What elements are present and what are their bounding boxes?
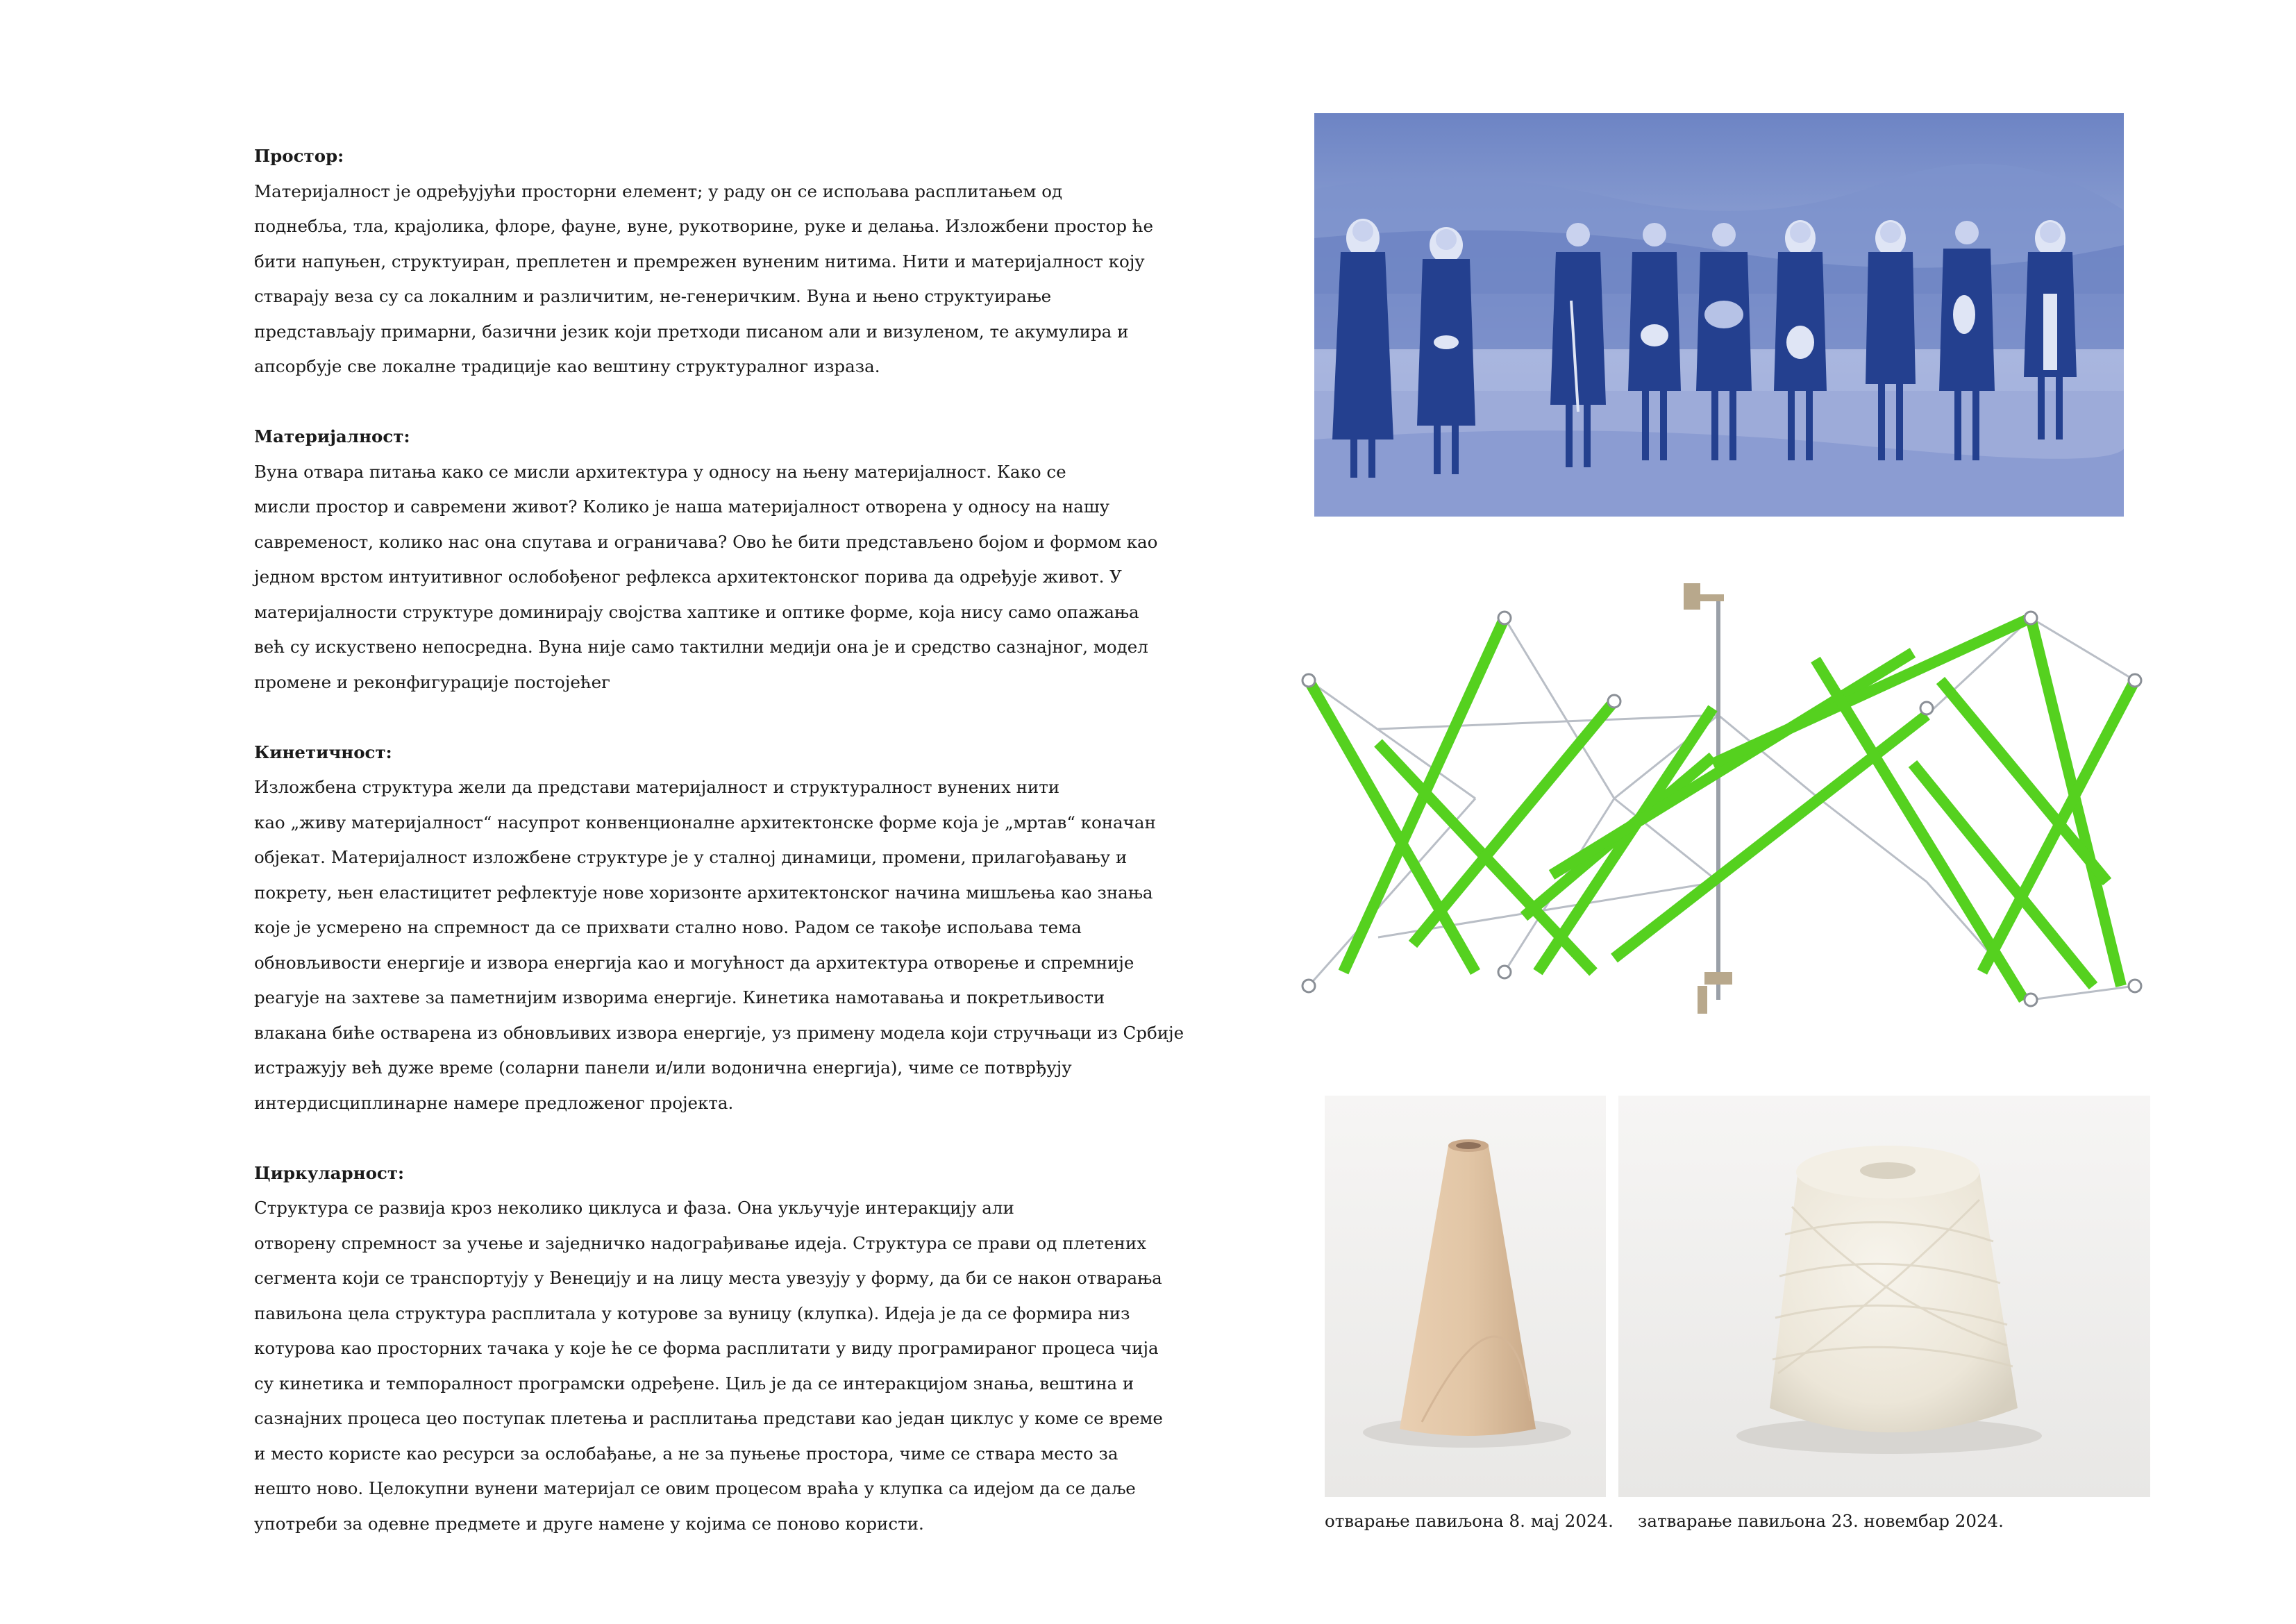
section-body <box>178 770 1184 1121</box>
section-circularity <box>178 1156 1163 1542</box>
empty-cone <box>1325 1096 1606 1497</box>
section-body <box>178 174 1154 385</box>
section-kinetics <box>178 735 1184 1121</box>
text-line: апсорбује све локалне традиције као вештину структуралног израза. <box>254 356 880 376</box>
text-line: обновљивости енергије и извора енергија као и могућност да архитектура отворење и спремније <box>254 952 1134 973</box>
section-materiality <box>178 419 1158 700</box>
text-line: отворену спремност за учење и заједничко надограђивање идеја. Структура се прави од плетених <box>254 1232 1147 1253</box>
section-heading: Простор: <box>254 146 344 166</box>
text-line: влакана биће остварена из обновљивих извора енергије, уз примену модела који стручњаци из Србије <box>254 1022 1184 1043</box>
text-line: нешто ново. Целокупни вунени материјал се овим процесом враћа у клупка са идејом да се даље <box>254 1478 1136 1498</box>
caption-closing: затварање павиљона 23. новембар 2024. <box>1638 1511 2004 1531</box>
section-body <box>178 1191 1163 1541</box>
text-line: промене и реконфигурације постојећег <box>254 671 610 692</box>
text-line: објекат. Материјалност изложбене структуре је у сталној динамици, промени, прилагођавању и <box>254 847 1128 867</box>
text-line: сегмента који се транспортују у Венецију и на лицу места увезују у форму, да би се након отварања <box>254 1268 1162 1288</box>
text-line: павиљона цела структура расплитала у котурове за вуницу (клупка). Идеја је да се формира низ <box>254 1303 1130 1323</box>
text-line: су кинетика и темпоралност програмски одређене. Циљ је да се интеракцијом знања, вештина и <box>254 1373 1134 1393</box>
text-line: већ су искуствено непосредна. Вуна није само тактилни медији она је и средство сазнајног, модел <box>254 637 1148 657</box>
text-line: Изложбена структура жели да представи материјалност и структуралност вунених нити <box>254 777 1060 797</box>
text-line: и место користе као ресурси за ослобађање, а не за пуњење простора, чиме се ствара место за <box>254 1443 1118 1464</box>
text-line: мисли простор и савремени живот? Колико је наша материјалност отворена у односу на нашу <box>254 496 1110 517</box>
text-line: поднебља, тла, крајолика, флоре, фауне, вуне, рукотворине, руке и делања. Изложбени простор ће <box>254 216 1154 236</box>
text-line: представљају примарни, базични језик који претходи писаном али и визуленом, те акумулира и <box>254 321 1129 342</box>
text-line: сазнајних процеса цео поступак плетења и расплитања представи као један циклус у коме се време <box>254 1408 1163 1428</box>
section-heading: Кинетичност: <box>254 742 392 762</box>
section-space <box>178 139 1154 385</box>
text-line: Структура се развија кроз неколико циклуса и фаза. Она укључује интеракцију али <box>254 1198 1014 1218</box>
text-line: покрету, њен еластицитет рефлектује нове хоризонте архитектонског начина мишљења као знања <box>254 882 1153 903</box>
section-heading: Циркуларност: <box>254 1162 405 1183</box>
section-body <box>178 455 1158 701</box>
text-line: стварају веза су са локалним и различитим, не-генеричким. Вуна и њено структуирање <box>254 286 1052 306</box>
text-line: истражују већ дуже време (соларни панели и/или водонична енергија), чиме се потврђују <box>254 1057 1072 1078</box>
yarn-swift-winder <box>1288 583 2156 1041</box>
section-heading: Материјалност: <box>254 426 410 446</box>
text-line: Вуна отвара питања како се мисли архитектура у односу на њену материјалност. Како се <box>254 461 1066 482</box>
text-line: котурова као просторних тачака у које ће се форма расплитати у виду програмираног процеса чија <box>254 1338 1159 1358</box>
caption-opening: отварање павиљона 8. мај 2024. <box>1325 1511 1614 1531</box>
text-line: као „живу материјалност“ насупрот конвенционалне архитектонске форме која је „мртав“ коначан <box>254 812 1156 832</box>
text-line: интердисциплинарне намере предложеног пројекта. <box>254 1092 734 1113</box>
text-column <box>178 139 1184 1577</box>
text-line: једном врстом интуитивног ослобођеног рефлекса архитектонског порива да одређује живот. У <box>254 567 1122 587</box>
text-line: употреби за одевне предмете и друге намене у којима се поново користи. <box>254 1513 924 1534</box>
wool-yarn-cone <box>1618 1096 2150 1497</box>
text-line: савременост, колико нас она спутава и ограничава? Ово ће бити представљено бојом и формом као <box>254 531 1158 552</box>
women-knitting-photo <box>1314 113 2124 517</box>
text-line: које је усмерено на спремност да се прихвати стално ново. Радом се такође испољава тема <box>254 917 1082 937</box>
text-line: Материјалност је одређујући просторни елемент; у раду он се испољава расплитањем од <box>254 181 1063 201</box>
text-line: материјалности структуре доминирају својства хаптике и оптике форме, која нису само опажања <box>254 601 1139 622</box>
text-line: бити напуњен, структуиран, преплетен и премрежен вуненим нитима. Нити и материјалност коју <box>254 251 1145 271</box>
text-line: реагује на захтеве за паметнијим изворима енергије. Кинетика намотавања и покретљивости <box>254 987 1105 1007</box>
